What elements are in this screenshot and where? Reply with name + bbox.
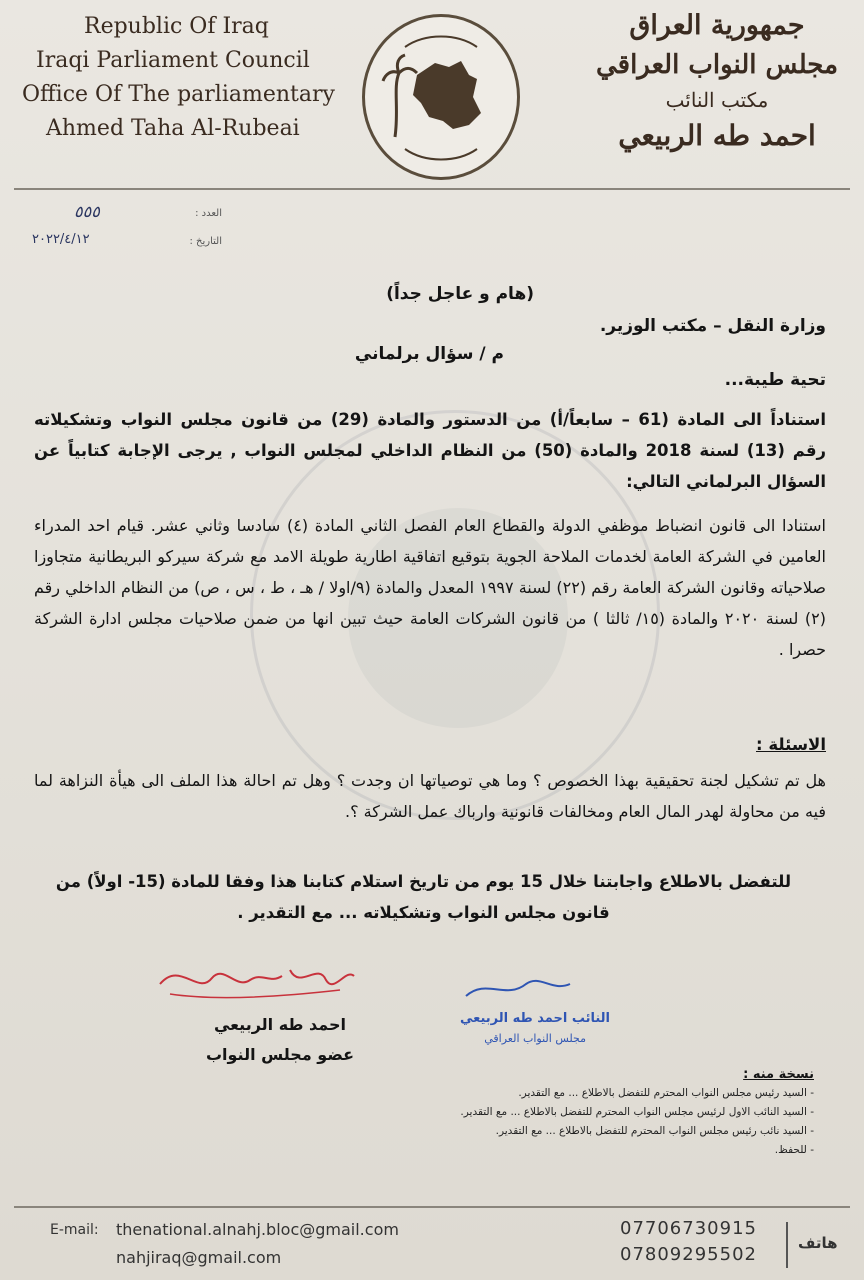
- questions-title: الاسئلة :: [756, 735, 826, 754]
- phone-divider: [786, 1222, 788, 1268]
- reference-block: [32, 200, 222, 256]
- copy-item: - للحفظ.: [774, 1144, 814, 1156]
- phone-label: هاتف: [798, 1234, 838, 1252]
- copies-list: [254, 1066, 814, 1160]
- header-line-republic-ar: جمهورية العراق: [629, 10, 805, 41]
- copy-item: - السيد نائب رئيس مجلس النواب المحترم للتفضل بالاطلاع ... مع التقدير.: [495, 1125, 814, 1137]
- reference-number: ٥٥٥: [74, 202, 100, 221]
- paragraph-legal-basis: استناداً الى المادة (61 – سابعاً/أ) من الدستور والمادة (29) من قانون مجلس النواب وتشكيلاته رقم (13) لسنة 2018 والمادة (50) من النظام الداخلي لمجلس النواب , يرجى الإجابة كتابياً عن السؤال البرلماني التالي:: [34, 410, 826, 491]
- email-address[interactable]: thenational.alnahj.bloc@gmail.com: [116, 1220, 399, 1239]
- english-letterhead: [22, 10, 352, 146]
- email-label: E-mail:: [50, 1222, 99, 1238]
- subject: م / سؤال برلماني: [354, 344, 504, 364]
- stamp-line-1: النائب احمد طه الربيعي: [459, 1011, 610, 1026]
- greeting: تحية طيبة...: [724, 370, 826, 390]
- arabic-letterhead: [582, 6, 852, 156]
- header-line-member: Ahmed Taha Al-Rubeai: [46, 116, 300, 141]
- reference-date: ٢٠٢٢/٤/١٢: [32, 232, 90, 247]
- email-address[interactable]: nahjiraq@gmail.com: [116, 1248, 282, 1267]
- stamp-line-2: مجلس النواب العراقي: [484, 1032, 586, 1045]
- parliament-logo: [362, 14, 520, 180]
- reference-number-label: العدد :: [195, 208, 222, 219]
- footer-divider: [14, 1206, 850, 1208]
- copy-item: - السيد رئيس مجلس النواب المحترم للتفضل بالاطلاع ... مع التقدير.: [518, 1087, 814, 1099]
- header-line-office: Office Of The parliamentary: [22, 82, 335, 107]
- paragraph-questions: هل تم تشكيل لجنة تحقيقية بهذا الخصوص ؟ وما هي توصياتها ان وجدت ؟ وهل تم احالة هذا الملف الى هيأة النزاهة لما فيه من محاولة لهدر المال العام ومخالفات قانونية وارباك عمل الشركة ؟.: [34, 771, 826, 821]
- recipient: وزارة النقل – مكتب الوزير.: [599, 316, 826, 336]
- iraq-map-icon: [365, 17, 517, 177]
- signatory-title: عضو مجلس النواب: [205, 1045, 355, 1064]
- paragraph-closing: للتفضل بالاطلاع واجابتنا خلال 15 يوم من تاريخ استلام كتابنا هذا وفقا للمادة (15- اولاً) من قانون مجلس النواب وتشكيلاته ... مع التقدير .: [55, 872, 792, 922]
- reference-date-label: التاريخ :: [189, 236, 222, 247]
- paragraph-details: استنادا الى قانون انضباط موظفي الدولة والقطاع العام الفصل الثاني المادة (٤) سادسا وثاني عشر. قيام احد المدراء العامين في الشركة العامة لخدمات الملاحة الجوية بتوقيع اتفاقية اطارية طويلة الامد مع شركة سيركو البريطانية متجاوزا صلاحياته وقانون الشركة العامة رقم (٢٢) لسنة ١٩٩٧ المعدل والمادة (٩/اولا / هـ ، ط ، س ، ص) من النظام الداخلي رقم (٢) لسنة ٢٠٢٠ والمادة (١٥/ ثالثا ) من قانون الشركات العامة حيث تبين انها من ضمن صلاحيات مجلس ادارة الشركة حصرا .: [34, 516, 827, 659]
- header-line-council: Iraqi Parliament Council: [36, 48, 310, 73]
- signatory-block: [190, 1010, 370, 1070]
- urgency-note: (هام و عاجل جداً): [386, 284, 534, 304]
- header-line-member-ar: احمد طه الربيعي: [618, 119, 816, 152]
- phone-number[interactable]: 07809295502: [620, 1244, 757, 1265]
- header-line-republic: Republic Of Iraq: [84, 14, 269, 39]
- header-line-council-ar: مجلس النواب العراقي: [595, 50, 839, 80]
- header-line-office-ar: مكتب النائب: [665, 88, 769, 112]
- handwritten-signature: [150, 950, 360, 1010]
- header-divider: [14, 188, 850, 190]
- copies-title: نسخة منه :: [743, 1067, 814, 1082]
- phone-number[interactable]: 07706730915: [620, 1218, 757, 1239]
- signatory-name: احمد طه الربيعي: [213, 1015, 347, 1034]
- official-stamp: [436, 970, 614, 1056]
- copy-item: - السيد النائب الاول لرئيس مجلس النواب المحترم للتفضل بالاطلاع ... مع التقدير.: [460, 1106, 814, 1118]
